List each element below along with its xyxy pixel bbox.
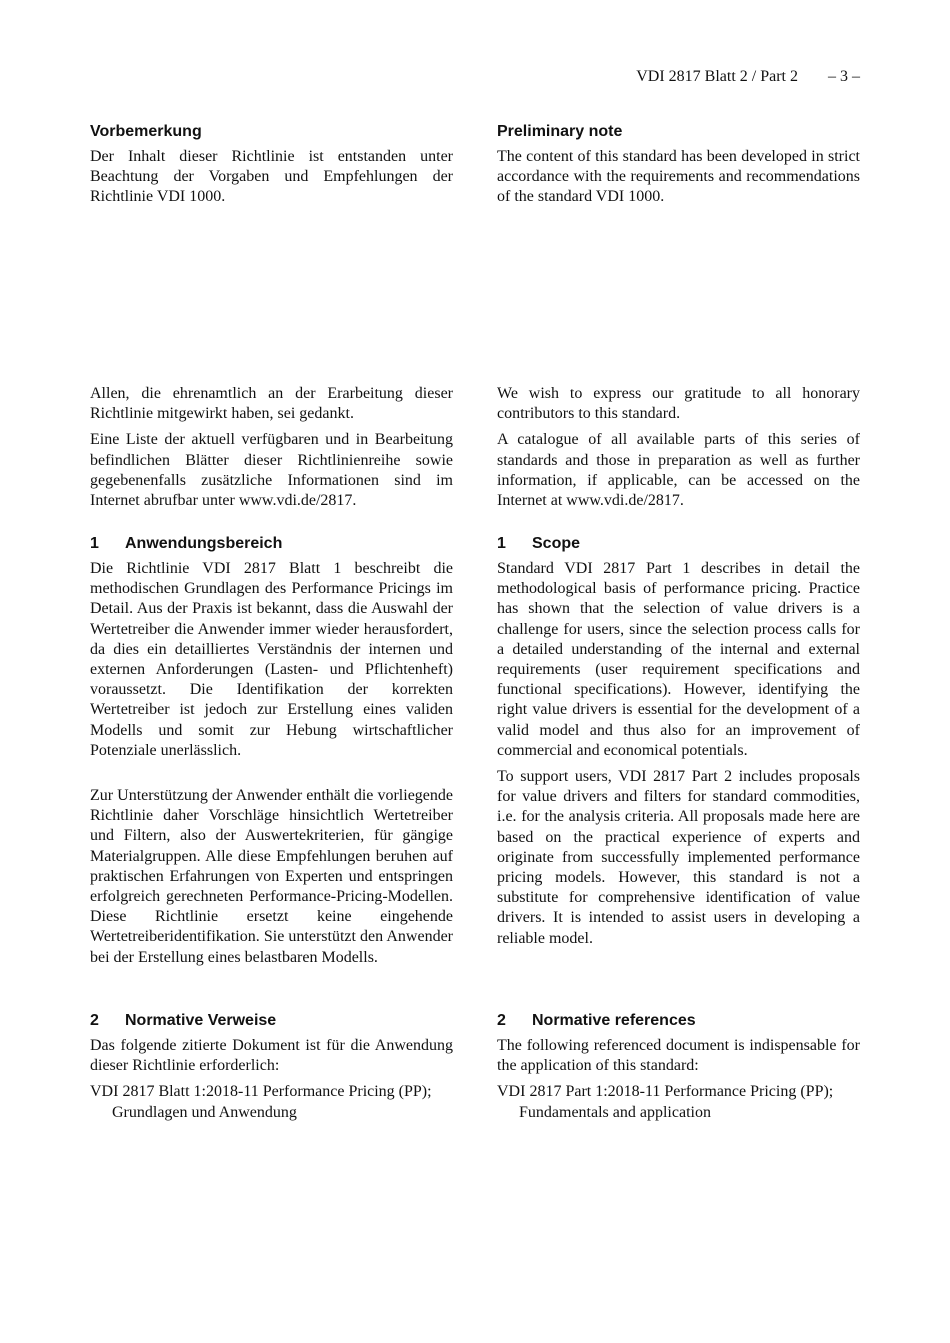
section-2-intro-de: Das folgende zitierte Dokument ist für die Anwendung dieser Richtlinie erforderlich: bbox=[90, 1037, 453, 1075]
section-1-title-en: Scope bbox=[532, 535, 581, 552]
section-1-en bbox=[497, 534, 860, 955]
section-2-heading-en bbox=[497, 1011, 860, 1031]
section-1-heading-de bbox=[90, 534, 453, 554]
catalogue-text-en: A catalogue of all available parts of this series of standards and those in preparation as well as further information, if applicable, can be accessed on the Internet at www.vdi.de/2817. bbox=[497, 431, 860, 510]
preliminary-heading-en: Preliminary note bbox=[497, 123, 623, 140]
section-1-number-en: 1 bbox=[497, 535, 506, 552]
section-1-continued-de bbox=[90, 786, 453, 974]
section-1-title-de: Anwendungsbereich bbox=[125, 535, 283, 552]
section-2-en bbox=[497, 1011, 860, 1129]
section-1-paragraph-1-en: Standard VDI 2817 Part 1 describes in detail the methodological basis of performance pricing. Practice has shown that the selection of value drivers is a challenge for users, since the selection process calls for a detailed understanding of the internal and external requirements (user requirement specifications and functional specifications). However, identifying the right value drivers is essential for the development of a valid model and thus also for an improvement of commercial and economical potentials. bbox=[497, 560, 860, 759]
section-2-number-en: 2 bbox=[497, 1012, 506, 1029]
section-2-intro-en: The following referenced document is indispensable for the application of this standard: bbox=[497, 1037, 860, 1075]
section-2-heading-de bbox=[90, 1011, 453, 1031]
section-2-number-de: 2 bbox=[90, 1012, 99, 1029]
thanks-text-en: We wish to express our gratitude to all honorary contributors to this standard. bbox=[497, 385, 860, 423]
preliminary-text-en: The content of this standard has been developed in strict accordance with the requirements and recommendations of the standard VDI 1000. bbox=[497, 148, 860, 206]
section-2-title-en: Normative references bbox=[532, 1012, 696, 1029]
catalogue-text-de: Eine Liste der aktuell verfügbaren und in Bearbeitung befindlichen Blätter dieser Richtlinienreihe sowie gegebenenfalls zusätzliche Informationen sind im Internet abrufbar unter www.vdi.de/2817. bbox=[90, 431, 453, 510]
acknowledgement-de bbox=[90, 384, 453, 517]
section-1-paragraph-2-de: Zur Unterstützung der Anwender enthält die vorliegende Richtlinie daher Vorschläge hinsichtlich Wertetreiber und Filtern, also der Auswertekriterien, für gängige Materialgruppen. Alle diese Empfehlungen beruhen auf praktischen Erfahrungen von Experten und entspringen erfolgreich gerechneten Performance-Pricing-Modellen. Diese Richtlinie ersetzt keine eingehende Wertetreiberidentifikation. Sie unterstützt den Anwender bei der Erstellung eines belastbaren Modells. bbox=[90, 787, 453, 966]
preliminary-note-de bbox=[90, 122, 453, 214]
preliminary-heading-de: Vorbemerkung bbox=[90, 123, 202, 140]
section-2-de bbox=[90, 1011, 453, 1129]
acknowledgement-en bbox=[497, 384, 860, 517]
section-1-heading-en bbox=[497, 534, 860, 554]
reference-entry-en: VDI 2817 Part 1:2018-11 Performance Pricing (PP); Fundamentals and application bbox=[497, 1083, 834, 1121]
section-2-title-de: Normative Verweise bbox=[125, 1012, 277, 1029]
thanks-text-de: Allen, die ehrenamtlich an der Erarbeitung dieser Richtlinie mitgewirkt haben, sei gedankt. bbox=[90, 385, 453, 423]
page-header bbox=[636, 68, 860, 86]
reference-entry-de: VDI 2817 Blatt 1:2018-11 Performance Pricing (PP); Grundlagen und Anwendung bbox=[90, 1083, 432, 1121]
preliminary-note-en bbox=[497, 122, 860, 214]
section-1-paragraph-2-en: To support users, VDI 2817 Part 2 includes proposals for value drivers and filters for standard commodities, i.e. for the analysis criteria. All proposals made here are based on the practical experience of experts and originate from successfully implemented performance pricing models. However, this standard is not a substitute for comprehensive identification of value drivers. It is intended to assist users in developing a reliable model. bbox=[497, 768, 860, 947]
section-1-number-de: 1 bbox=[90, 535, 99, 552]
page-number: – 3 – bbox=[828, 68, 860, 85]
preliminary-text-de: Der Inhalt dieser Richtlinie ist entstanden unter Beachtung der Vorgaben und Empfehlungen der Richtlinie VDI 1000. bbox=[90, 148, 453, 206]
section-1-de bbox=[90, 534, 453, 767]
section-1-paragraph-1-de: Die Richtlinie VDI 2817 Blatt 1 beschreibt die methodischen Grundlagen des Performance Pricings im Detail. Aus der Praxis ist bekannt, dass die Auswahl der Wertetreiber die Anwender immer wieder herausfordert, da dies ein detailliertes Verständnis der internen und externen Anforderungen (Lasten- und Pflichtenheft) voraussetzt. Die Identifikation der korrekten Wertetreiber ist jedoch zur Erstellung eines validen Modells und somit zur Hebung wirtschaftlicher Potenziale unerlässlich. bbox=[90, 560, 453, 759]
document-reference: VDI 2817 Blatt 2 / Part 2 bbox=[636, 68, 798, 85]
